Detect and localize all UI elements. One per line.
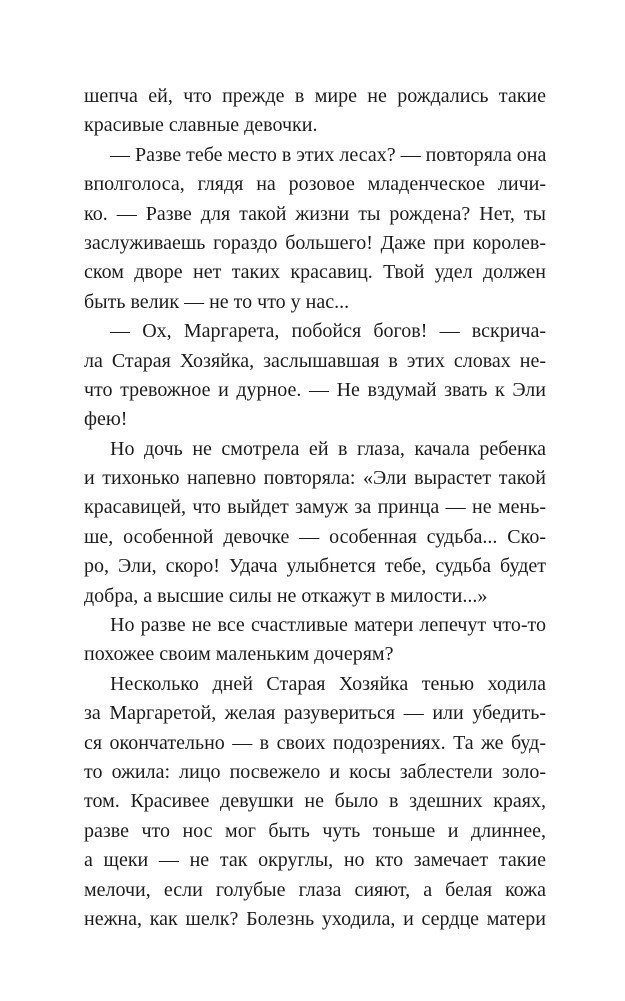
text-line: красавицей, что выйдет замуж за принца — не мень-: [84, 496, 546, 519]
body-text: [84, 82, 546, 934]
text-line: нежна, как шелк? Болезнь уходила, и сердце матери: [84, 907, 546, 930]
text-line: шепча ей, что прежде в мире не рождались такие: [84, 85, 546, 107]
text-line: — Ох, Маргарета, побойся богов! — вскрича-: [110, 320, 546, 343]
text-line: ро, Эли, скоро! Удача улыбнется тебе, судьба будет: [84, 555, 546, 578]
text-line: что тревожное и дурное. — Не вздумай звать к Эли: [84, 378, 546, 401]
text-line: вполголоса, глядя на розовое младенческое личи-: [84, 173, 546, 196]
text-line: то ожила: лицо посвежело и косы заблестели золо-: [84, 760, 546, 783]
text-line: фею!: [84, 408, 128, 431]
text-line: похожее своим маленьким дочерям?: [84, 643, 394, 666]
text-line: добра, а высшие силы не откажут в милости...»: [84, 584, 488, 607]
text-line: разве что нос мог быть чуть тоньше и длиннее,: [84, 819, 546, 842]
text-line: Но дочь не смотрела ей в глаза, качала ребенка: [110, 437, 546, 460]
text-line: мелочи, если голубые глаза сияют, а белая кожа: [84, 878, 546, 901]
text-line: заслуживаешь гораздо большего! Даже при королев-: [84, 231, 546, 254]
text-line: и тихонько напевно повторяла: «Эли вырастет такой: [84, 467, 546, 490]
text-line: ском дворе нет таких красавиц. Твой удел должен: [84, 261, 546, 284]
text-line: ся окончательно — в своих подозрениях. Та же буд-: [84, 731, 546, 754]
text-line: быть велик — не то что у нас...: [84, 290, 350, 313]
text-line: за Маргаретой, желая разувериться — или убедить-: [84, 702, 546, 725]
text-line: — Разве тебе место в этих лесах? — повторяла она: [110, 143, 547, 166]
text-line: красивые славные девочки.: [84, 114, 318, 137]
text-line: ко. — Разве для такой жизни ты рождена? Нет, ты: [84, 202, 546, 225]
text-line: а щеки — не так округлы, но кто замечает такие: [84, 849, 546, 872]
text-line: Но разве не все счастливые матери лепечут что-то: [110, 614, 546, 637]
text-line: ше, особенной девочке — особенная судьба... Ско-: [84, 525, 546, 548]
text-line: Несколько дней Старая Хозяйка тенью ходила: [110, 672, 546, 695]
text-line: ла Старая Хозяйка, заслышавшая в этих словах не-: [84, 349, 546, 372]
text-line: том. Красивее девушки не было в здешних краях,: [84, 790, 546, 813]
